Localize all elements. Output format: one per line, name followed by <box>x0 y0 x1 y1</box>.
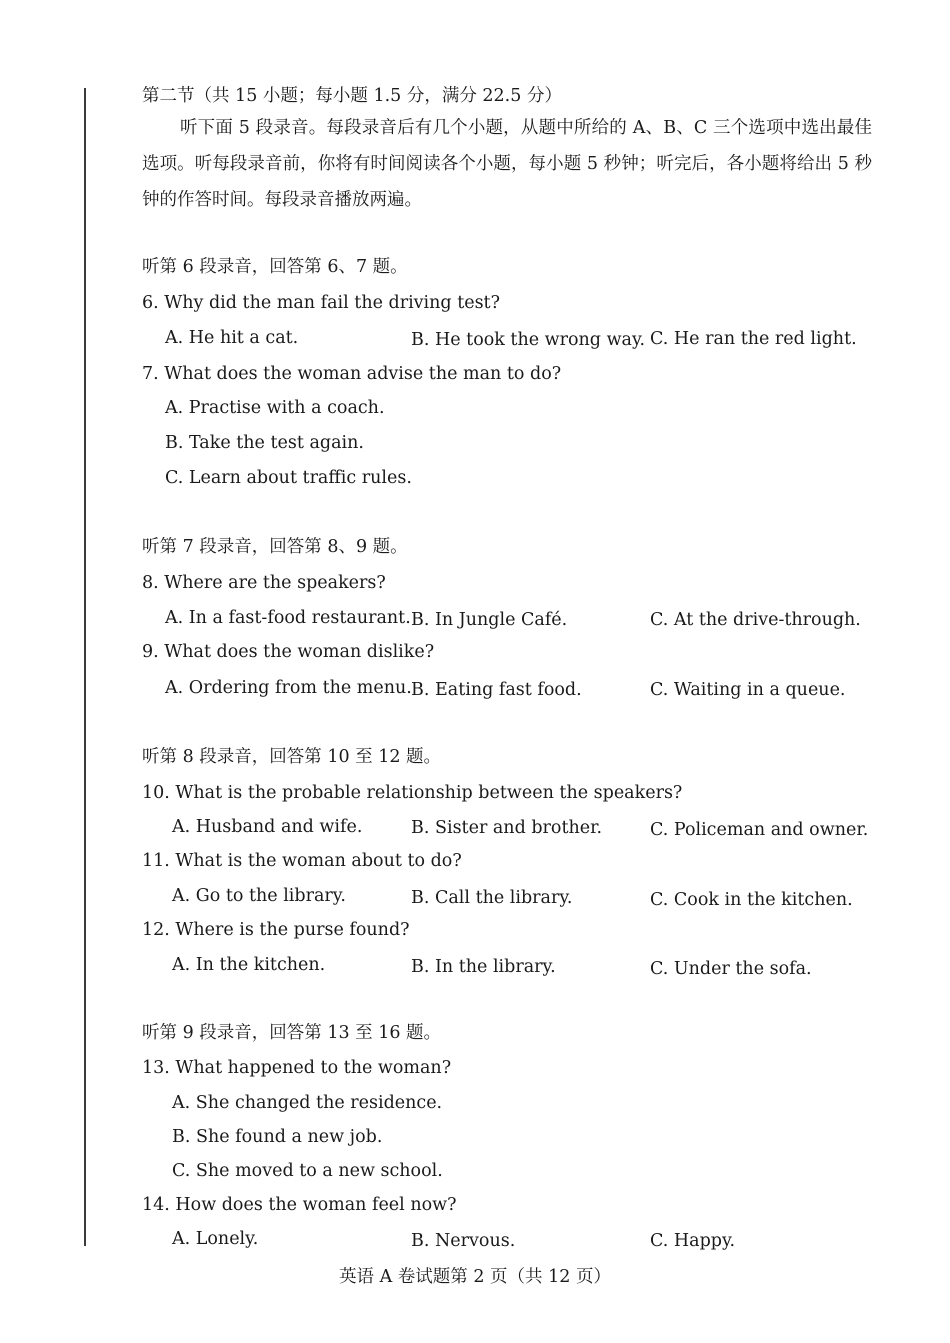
q8-option-c: C. At the drive-through. <box>650 610 861 630</box>
question-10: 10. What is the probable relationship between the speakers? <box>142 783 683 803</box>
section-instructions: 听下面 5 段录音。每段录音后有几个小题，从题中所给的 A、B、C 三个选项中选出最佳选项。听每段录音前，你将有时间阅读各个小题，每小题 5 秒钟；听完后，各小题将给出 5 秒钟的作答时间。每段录音播放两遍。 <box>142 118 872 210</box>
group-heading-9: 听第 9 段录音，回答第 13 至 16 题。 <box>142 1023 442 1043</box>
q13-option-b: B. She found a new job. <box>172 1127 383 1147</box>
q6-option-c: C. He ran the red light. <box>650 329 857 349</box>
q8-option-a: A. In a fast-food restaurant. <box>165 608 411 628</box>
question-14: 14. How does the woman feel now? <box>142 1195 457 1215</box>
question-6: 6. Why did the man fail the driving test? <box>142 293 500 313</box>
q7-option-b: B. Take the test again. <box>165 433 364 453</box>
question-9: 9. What does the woman dislike? <box>142 642 435 662</box>
question-11: 11. What is the woman about to do? <box>142 851 462 871</box>
group-heading-6: 听第 6 段录音，回答第 6、7 题。 <box>142 257 408 277</box>
question-12: 12. Where is the purse found? <box>142 920 410 940</box>
question-7: 7. What does the woman advise the man to do? <box>142 364 562 384</box>
q8-option-b: B. In Jungle Café. <box>411 610 568 630</box>
q11-option-b: B. Call the library. <box>411 888 573 908</box>
page-footer: 英语 A 卷试题第 2 页（共 12 页） <box>339 1267 611 1287</box>
q14-option-a: A. Lonely. <box>172 1229 259 1249</box>
q7-option-c: C. Learn about traffic rules. <box>165 468 412 488</box>
q12-option-a: A. In the kitchen. <box>172 955 326 975</box>
q12-option-b: B. In the library. <box>411 957 556 977</box>
q9-option-a: A. Ordering from the menu. <box>165 678 412 698</box>
q10-option-a: A. Husband and wife. <box>172 817 363 837</box>
q13-option-a: A. She changed the residence. <box>172 1093 443 1113</box>
section-heading: 第二节（共 15 小题；每小题 1.5 分，满分 22.5 分） <box>142 86 562 106</box>
q10-option-b: B. Sister and brother. <box>411 818 603 838</box>
q11-option-a: A. Go to the library. <box>172 886 346 906</box>
q13-option-c: C. She moved to a new school. <box>172 1161 443 1181</box>
q14-option-b: B. Nervous. <box>411 1231 516 1251</box>
question-8: 8. Where are the speakers? <box>142 573 386 593</box>
q11-option-c: C. Cook in the kitchen. <box>650 890 853 910</box>
q9-option-c: C. Waiting in a queue. <box>650 680 846 700</box>
q6-option-a: A. He hit a cat. <box>165 328 299 348</box>
group-heading-8: 听第 8 段录音，回答第 10 至 12 题。 <box>142 747 442 767</box>
q14-option-c: C. Happy. <box>650 1231 736 1251</box>
q7-option-a: A. Practise with a coach. <box>165 398 385 418</box>
q12-option-c: C. Under the sofa. <box>650 959 812 979</box>
q10-option-c: C. Policeman and owner. <box>650 820 869 840</box>
group-heading-7: 听第 7 段录音，回答第 8、9 题。 <box>142 537 408 557</box>
q9-option-b: B. Eating fast food. <box>411 680 582 700</box>
q6-option-b: B. He took the wrong way. <box>411 330 646 350</box>
question-13: 13. What happened to the woman? <box>142 1058 452 1078</box>
